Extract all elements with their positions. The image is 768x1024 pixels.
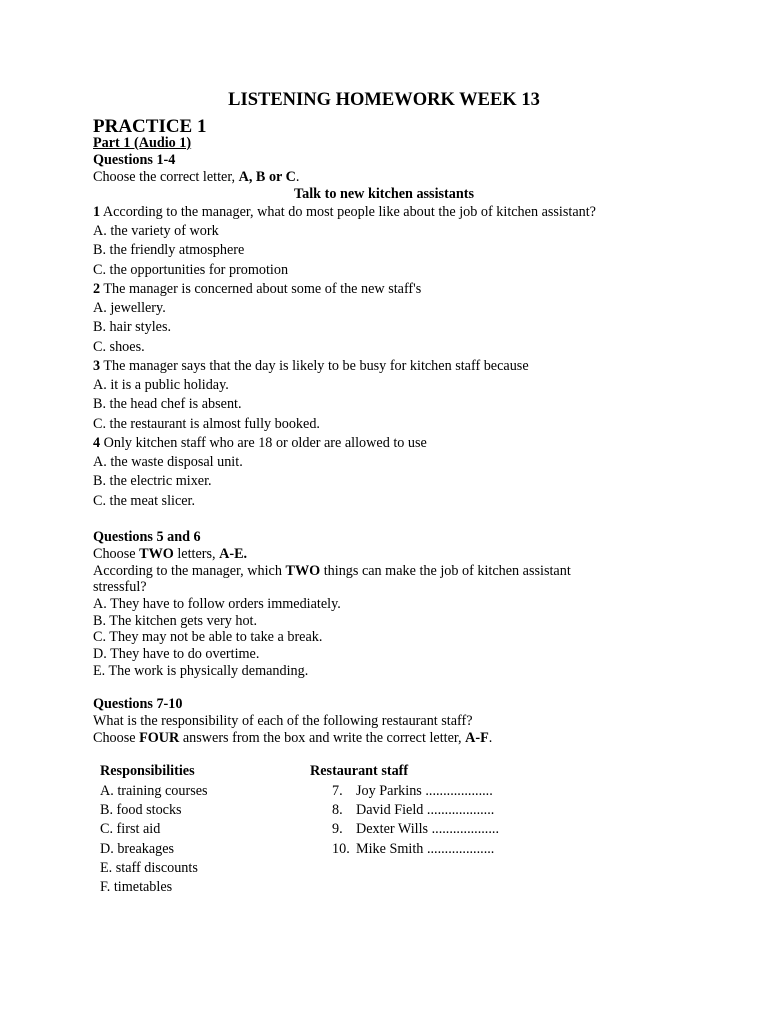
responsibility-item: B. food stocks <box>100 802 182 818</box>
restaurant-staff-heading: Restaurant staff <box>310 763 409 779</box>
instruction-end: . <box>295 169 300 185</box>
option: B. hair styles. <box>93 319 172 335</box>
responsibility-item: E. staff discounts <box>100 860 198 876</box>
question-number: 3 <box>93 358 101 374</box>
page-title: LISTENING HOMEWORK WEEK 13 <box>228 90 540 110</box>
option: C. the meat slicer. <box>93 493 196 509</box>
question-text: Only kitchen staff who are 18 or older are allowed to use <box>100 435 427 451</box>
instruction-text: letters, <box>173 546 220 562</box>
questions-7-10-instruction <box>93 731 492 745</box>
instruction-letters: A, B or C <box>238 169 296 185</box>
staff-number: 10. <box>332 841 350 857</box>
question-count: TWO <box>285 563 321 579</box>
instruction-text: answers from the box and write the correct letter, <box>179 730 466 746</box>
staff-item <box>332 822 499 836</box>
responsibility-item: C. first aid <box>100 821 161 837</box>
instruction-count: TWO <box>139 546 174 562</box>
option: A. it is a public holiday. <box>93 377 229 393</box>
staff-item <box>332 803 494 817</box>
responsibilities-heading: Responsibilities <box>100 763 195 779</box>
option: C. They may not be able to take a break. <box>93 629 323 645</box>
questions-7-10-line1: What is the responsibility of each of the following restaurant staff? <box>93 713 473 729</box>
question-1 <box>93 205 596 219</box>
option: A. They have to follow orders immediately. <box>93 596 341 612</box>
question-number: 1 <box>93 204 101 220</box>
option: B. the electric mixer. <box>93 473 212 489</box>
option: A. the variety of work <box>93 223 219 239</box>
option: C. shoes. <box>93 339 145 355</box>
question-2 <box>93 282 421 296</box>
staff-item <box>332 842 494 856</box>
responsibility-item: A. training courses <box>100 783 208 799</box>
option: B. the friendly atmosphere <box>93 242 245 258</box>
question-number: 2 <box>93 281 101 297</box>
instruction-letters: A-F <box>465 730 489 746</box>
question-5-6-text <box>93 564 571 578</box>
option: C. the restaurant is almost fully booked. <box>93 416 320 432</box>
staff-number: 8. <box>332 802 343 818</box>
instruction-count: FOUR <box>139 730 180 746</box>
question-number: 4 <box>93 435 101 451</box>
questions-5-6-heading: Questions 5 and 6 <box>93 529 201 545</box>
responsibility-item: D. breakages <box>100 841 175 857</box>
staff-name: David Field ................... <box>356 802 495 818</box>
option: A. the waste disposal unit. <box>93 454 243 470</box>
section-subtitle: Talk to new kitchen assistants <box>293 186 474 202</box>
practice-heading: PRACTICE 1 <box>93 116 207 137</box>
instruction-letters: A-E. <box>219 546 248 562</box>
part-heading: Part 1 (Audio 1) <box>93 135 192 151</box>
option: D. They have to do overtime. <box>93 646 260 662</box>
question-text: The manager says that the day is likely to be busy for kitchen staff because <box>100 358 529 374</box>
question-text: According to the manager, what do most people like about the job of kitchen assistant? <box>100 204 596 220</box>
question-text: The manager is concerned about some of the new staff's <box>100 281 422 297</box>
responsibility-item: F. timetables <box>100 879 173 895</box>
staff-name: Dexter Wills ................... <box>356 821 499 837</box>
questions-7-10-heading: Questions 7-10 <box>93 696 183 712</box>
questions-5-6-instruction <box>93 547 247 561</box>
instruction-text: Choose <box>93 730 140 746</box>
option: B. The kitchen gets very hot. <box>93 613 258 629</box>
staff-number: 9. <box>332 821 343 837</box>
question-5-6-text-cont: stressful? <box>93 579 147 595</box>
questions-1-4-instruction <box>93 170 299 184</box>
option: C. the opportunities for promotion <box>93 262 289 278</box>
question-3 <box>93 359 529 373</box>
questions-1-4-heading: Questions 1-4 <box>93 152 176 168</box>
staff-number: 7. <box>332 783 343 799</box>
instruction-end: . <box>488 730 493 746</box>
option: A. jewellery. <box>93 300 166 316</box>
question-text: things can make the job of kitchen assistant <box>320 563 571 579</box>
question-4 <box>93 436 427 450</box>
option: E. The work is physically demanding. <box>93 663 309 679</box>
instruction-text: Choose the correct letter, <box>93 169 239 185</box>
question-text: According to the manager, which <box>93 563 286 579</box>
option: B. the head chef is absent. <box>93 396 242 412</box>
instruction-text: Choose <box>93 546 140 562</box>
staff-name: Joy Parkins ................... <box>356 783 493 799</box>
staff-name: Mike Smith ................... <box>356 841 495 857</box>
staff-item <box>332 784 493 798</box>
